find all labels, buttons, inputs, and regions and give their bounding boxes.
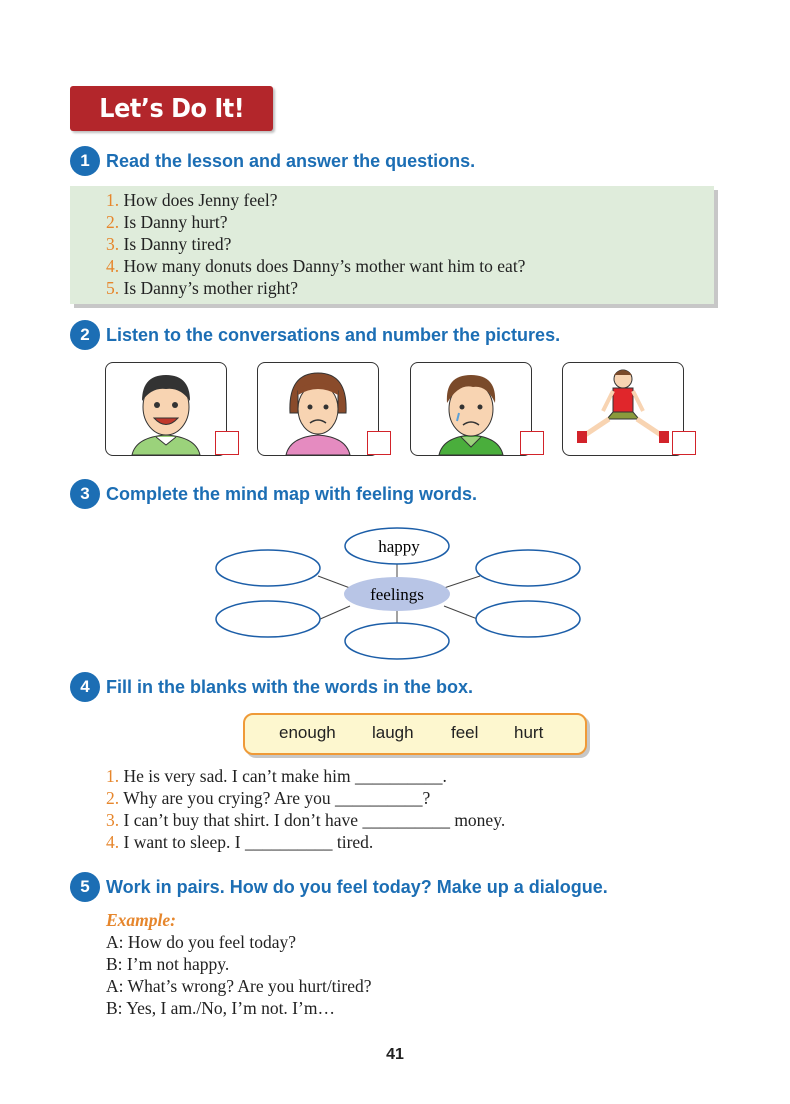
list-item: 2. Is Danny hurt?: [106, 212, 228, 232]
mind-map-blank-node[interactable]: [345, 623, 449, 659]
example-dialogue: [106, 909, 372, 1019]
list-item: 3. I can’t buy that shirt. I don’t have __________ money.: [106, 810, 506, 830]
fill-blanks-list: [106, 765, 505, 853]
section-instruction: Complete the mind map with feeling words.: [106, 483, 478, 504]
dialogue-line: A: What’s wrong? Are you hurt/tired?: [106, 976, 372, 996]
mind-map-blank-node[interactable]: [216, 550, 320, 586]
word-box-item: hurt: [514, 723, 544, 742]
section-instruction: Read the lesson and answer the questions.: [106, 150, 476, 171]
list-item: 4. I want to sleep. I __________ tired.: [106, 832, 374, 852]
list-item: 4. How many donuts does Danny’s mother want him to eat?: [106, 256, 526, 276]
section-number: 5: [70, 872, 100, 902]
section-number: 4: [70, 672, 100, 702]
page-title: Let’s Do It!: [99, 93, 244, 124]
section-instruction: Fill in the blanks with the words in the box.: [106, 676, 474, 697]
list-item: 1. How does Jenny feel?: [106, 190, 278, 210]
word-box-item: feel: [451, 723, 479, 742]
mind-map-blank-node[interactable]: [476, 550, 580, 586]
section-4-heading: [70, 672, 473, 702]
dialogue-line: A: How do you feel today?: [106, 932, 297, 952]
dialogue-line: B: I’m not happy.: [106, 954, 230, 974]
word-box-item: enough: [279, 723, 336, 742]
list-item: 2. Why are you crying? Are you __________?: [106, 788, 431, 808]
word-box-item: laugh: [372, 723, 414, 742]
section-number: 2: [70, 320, 100, 350]
mind-map-blank-node[interactable]: [216, 601, 320, 637]
section-number: 1: [70, 146, 100, 176]
mind-map-center-word: feelings: [370, 585, 424, 604]
section-instruction: Work in pairs. How do you feel today? Make up a dialogue.: [106, 876, 608, 897]
dialogue-line: B: Yes, I am./No, I’m not. I’m…: [106, 998, 335, 1018]
section-number: 3: [70, 479, 100, 509]
list-item: 5. Is Danny’s mother right?: [106, 278, 298, 298]
mind-map-example-word: happy: [378, 537, 420, 556]
section-instruction: Listen to the conversations and number the pictures.: [106, 324, 561, 345]
example-label: Example:: [106, 910, 176, 930]
list-item: 3. Is Danny tired?: [106, 234, 232, 254]
section-5-heading: [70, 872, 608, 902]
list-item: 1. He is very sad. I can’t make him __________.: [106, 766, 447, 786]
page-number: 41: [386, 1046, 404, 1063]
mind-map-blank-node[interactable]: [476, 601, 580, 637]
